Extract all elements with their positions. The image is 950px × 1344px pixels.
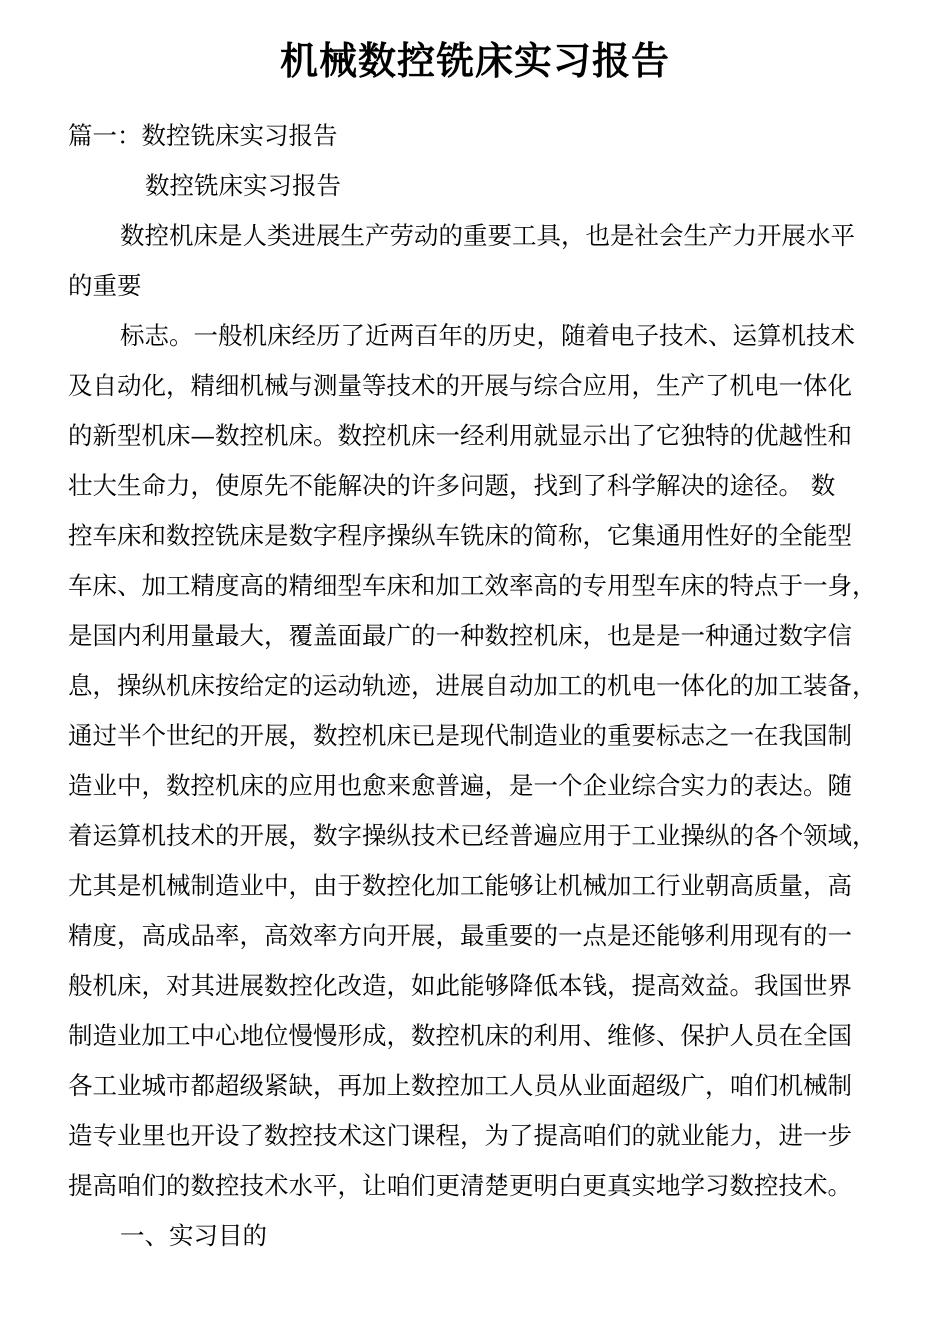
document-title: 机械数控铣床实习报告 <box>279 38 670 83</box>
paragraph-line: 造业中，数控机床的应用也愈来愈普遍，是一个企业综合实力的表达。随 <box>68 771 852 800</box>
paragraph-line: 标志。一般机床经历了近两百年的历史，随着电子技术、运算机技术 <box>120 321 855 350</box>
paragraph-line: 各工业城市都超级紧缺，再加上数控加工人员从业面超级广，咱们机械制 <box>68 1071 852 1100</box>
paragraph-line: 及自动化，精细机械与测量等技术的开展与综合应用，生产了机电一体化 <box>68 371 852 400</box>
paragraph-line: 壮大生命力，使原先不能解决的许多问题，找到了科学解决的途径。 数 <box>68 471 836 500</box>
paragraph-line: 车床、加工精度高的精细型车床和加工效率高的专用型车床的特点于一身， <box>68 571 877 600</box>
sub-title: 数控铣床实习报告 <box>145 171 341 200</box>
paragraph-line: 控车床和数控铣床是数字程序操纵车铣床的简称，它集通用性好的全能型 <box>68 521 852 550</box>
paragraph-line: 般机床，对其进展数控化改造，如此能够降低本钱，提高效益。我国世界 <box>68 971 852 1000</box>
paragraph-line: 造专业里也开设了数控技术这门课程，为了提高咱们的就业能力，进一步 <box>68 1121 852 1150</box>
section-label: 篇一：数控铣床实习报告 <box>68 121 338 150</box>
paragraph-line: 提高咱们的数控技术水平，让咱们更清楚更明白更真实地学习数控技术。 <box>68 1171 852 1200</box>
paragraph-line: 着运算机技术的开展，数字操纵技术已经普遍应用于工业操纵的各个领域， <box>68 821 877 850</box>
section-heading: 一、实习目的 <box>120 1221 267 1250</box>
paragraph-line: 息，操纵机床按给定的运动轨迹，进展自动加工的机电一体化的加工装备， <box>68 671 877 700</box>
paragraph-line: 数控机床是人类进展生产劳动的重要工具，也是社会生产力开展水平 <box>120 221 855 250</box>
paragraph-line: 精度，高成品率，高效率方向开展，最重要的一点是还能够利用现有的一 <box>68 921 852 950</box>
paragraph-line: 通过半个世纪的开展，数控机床已是现代制造业的重要标志之一在我国制 <box>68 721 852 750</box>
paragraph-line: 的新型机床—数控机床。数控机床一经利用就显示出了它独特的优越性和 <box>68 421 852 450</box>
paragraph-line: 的重要 <box>68 271 142 300</box>
paragraph-line: 尤其是机械制造业中，由于数控化加工能够让机械加工行业朝高质量，高 <box>68 871 852 900</box>
paragraph-line: 制造业加工中心地位慢慢形成，数控机床的利用、维修、保护人员在全国 <box>68 1021 852 1050</box>
paragraph-line: 是国内利用量最大，覆盖面最广的一种数控机床，也是是一种通过数字信 <box>68 621 852 650</box>
